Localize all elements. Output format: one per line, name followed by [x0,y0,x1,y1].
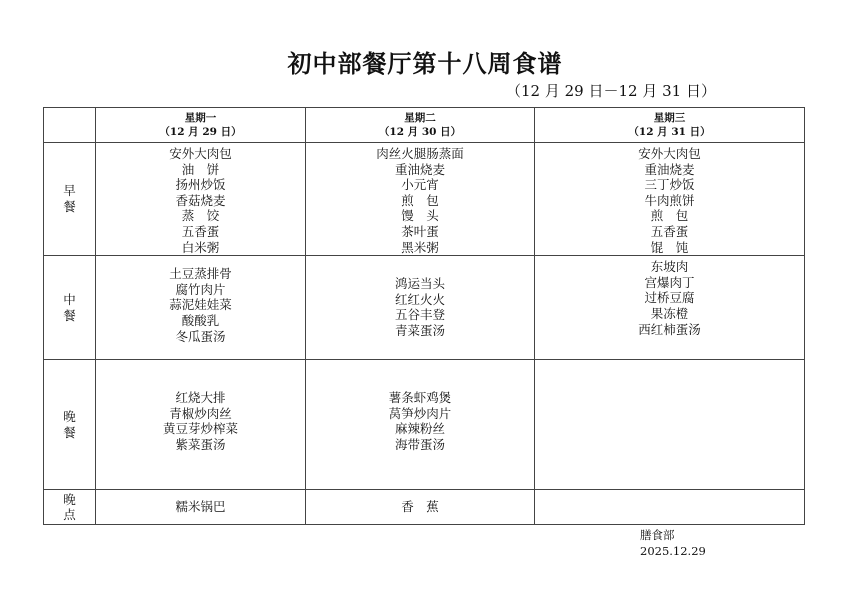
meal-label [44,143,96,256]
dish-item: 安外大肉包 [169,146,232,161]
dish-list [96,143,305,255]
dish-item: 黄豆芽炒榨菜 [162,421,238,437]
dish-item: 五香蛋 [650,223,689,239]
dish-list [96,499,305,515]
dish-item: 小元宵 [401,177,439,193]
dish-item: 青椒炒肉丝 [169,405,232,421]
day-date: （12 月 29 日） [159,126,242,138]
dish-cell [96,143,306,256]
dish-cell [535,143,805,256]
dish-list [535,360,804,390]
dish-cell [535,256,805,360]
day-header [306,108,535,143]
meal-row [44,490,805,525]
dish-item: 蒸 饺 [181,208,220,224]
dish-item: 东坡肉 [650,259,689,275]
date-range: （12 月 29 日－12 月 31 日） [506,82,716,100]
dish-item: 果冻橙 [650,305,689,321]
dish-list [306,143,534,255]
dish-item: 油 饼 [181,161,220,177]
dish-item: 腐竹肉片 [175,281,226,297]
dish-item: 香菇烧麦 [175,192,226,208]
dish-item: 牛肉煎饼 [644,192,695,208]
meal-label-char: 餐 [63,424,76,440]
day-date: （12 月 30 日） [378,126,462,138]
dish-list [535,256,804,337]
meal-row [44,143,805,256]
dish-list [535,143,804,255]
corner-cell [44,108,96,143]
day-name: 星期二 [404,112,436,124]
dish-item: 麻辣粉丝 [394,421,445,437]
dish-item: 蒜泥娃娃菜 [169,297,232,313]
page-title: 初中部餐厅第十八周食谱 [287,49,563,78]
header-row [44,108,805,143]
meal-label-char: 点 [63,507,76,523]
dish-cell [96,490,306,525]
meal-label-char: 中 [63,292,76,308]
dish-item: 重油烧麦 [644,161,695,177]
footer-date: 2025.12.29 [640,544,706,558]
day-name: 星期三 [653,112,686,124]
dish-item: 糯米锅巴 [175,499,226,515]
day-header [535,108,805,143]
dish-cell [535,490,805,525]
meal-label-char: 餐 [63,199,76,215]
dish-item: 莴笋炒肉片 [388,405,452,421]
day-header [96,108,306,143]
dish-list [306,360,534,452]
dish-item: 青菜蛋汤 [394,322,445,338]
dish-item: 冬瓜蛋汤 [175,328,226,344]
meal-label-char: 晚 [63,491,76,507]
dish-item: 白米粥 [181,239,220,255]
dish-item: 紫菜蛋汤 [175,436,226,452]
dish-cell [96,256,306,360]
meal-label-char: 餐 [63,307,76,323]
dish-item: 安外大肉包 [638,146,701,161]
dish-list [96,256,305,344]
dish-cell [306,490,535,525]
dish-item: 煎 包 [650,208,689,224]
dish-item: 宫爆肉丁 [644,274,695,290]
meal-row [44,360,805,490]
dish-item: 馒 头 [401,208,439,224]
dish-item: 重油烧麦 [394,161,445,177]
dish-cell [535,360,805,490]
dish-item: 薯条虾鸡煲 [388,390,452,406]
dish-cell [306,143,535,256]
dish-list [96,360,305,452]
dish-list [306,499,534,515]
day-date: （12 月 31 日） [628,126,711,138]
meal-label-char: 晚 [63,409,76,425]
dish-item: 西红柿蛋汤 [638,321,701,337]
day-name: 星期一 [184,112,217,124]
dish-cell [96,360,306,490]
footer-department: 膳食部 [640,528,675,542]
dish-item: 五谷丰登 [394,307,445,323]
dish-item: 红烧大排 [175,390,226,406]
dish-list [306,256,534,338]
dish-item: 煎 包 [401,192,439,208]
dish-item: 三丁炒饭 [644,177,695,193]
meal-label-char: 早 [63,183,76,199]
dish-item: 鸿运当头 [394,276,445,292]
meal-label [44,360,96,490]
dish-item: 过桥豆腐 [644,290,695,306]
dish-item: 红红火火 [394,291,445,307]
dish-item: 酸酸乳 [181,312,220,328]
dish-item: 茶叶蛋 [401,223,439,239]
dish-item: 肉丝火腿肠蒸面 [376,146,464,161]
dish-item: 土豆蒸排骨 [169,266,232,282]
dish-cell [306,256,535,360]
dish-item: 馄 饨 [650,239,689,255]
menu-table [43,107,805,525]
dish-item: 香 蕉 [401,499,439,515]
dish-item: 海带蛋汤 [394,436,445,452]
dish-item: 五香蛋 [181,223,220,239]
meal-label [44,490,96,525]
dish-item: 黑米粥 [401,239,439,255]
dish-cell [306,360,535,490]
dish-item: 扬州炒饭 [175,177,226,193]
meal-label [44,256,96,360]
meal-row [44,256,805,360]
